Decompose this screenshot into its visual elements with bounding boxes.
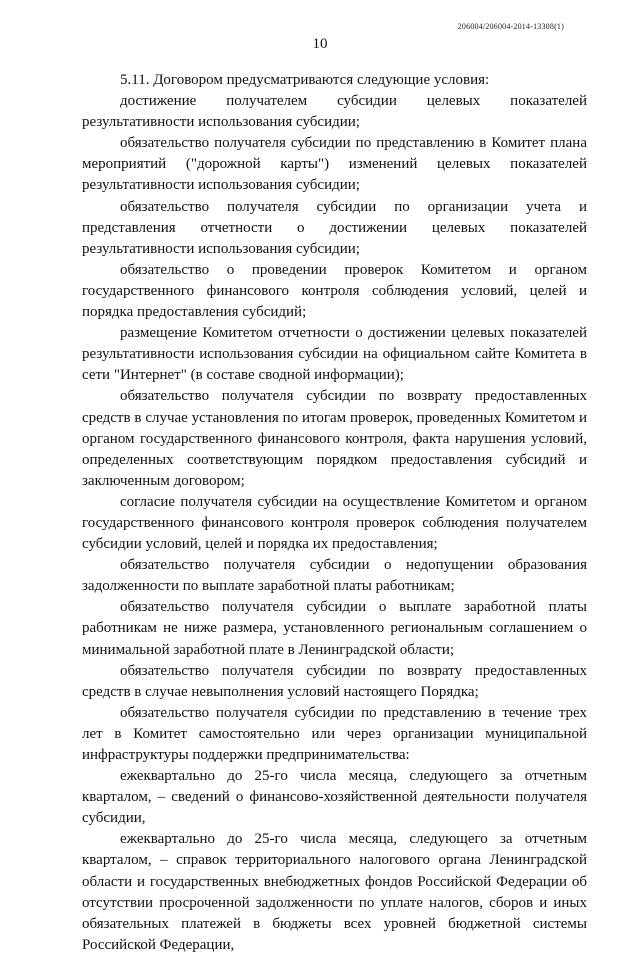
paragraph: обязательство о проведении проверок Комитетом и органом государственного финансового контроля соблюдения условий, целей и порядка предоставления субсидий; (82, 261, 587, 321)
paragraph: достижение получателем субсидии целевых показателей результативности использования субсидии; (82, 93, 587, 131)
document-body (82, 70, 587, 956)
paragraph: обязательство получателя субсидии о выплате заработной платы работникам не ниже размера, установленного региональным соглашением о минимальной заработной плате в Ленинградской области; (82, 599, 587, 658)
paragraph: обязательство получателя субсидии по организации учета и представления отчетности о достижении целевых показателей результативности использования субсидии; (82, 198, 587, 257)
document-id: 206004/206004-2014-13308(1) (457, 22, 564, 31)
section-heading: 5.11. Договором предусматриваются следующие условия: (120, 72, 490, 88)
paragraph: обязательство получателя субсидии по представлению в течение трех лет в Комитет самостоятельно или через организации муниципальной инфраструктуры поддержки предпринимательства: (82, 704, 587, 763)
paragraph: обязательство получателя субсидии по возврату предоставленных средств в случае невыполнения условий настоящего Порядка; (82, 662, 587, 700)
paragraph: ежеквартально до 25-го числа месяца, следующего за отчетным кварталом, – справок территориального налогового органа Ленинградской области и государственных внебюджетных фондов Российской Федерации об отсутствии просроченной задолженности по уплате налогов, сборов и иных обязательных платежей в бюджеты всех уровней бюджетной системы Российской Федерации, (82, 831, 587, 953)
paragraph: ежеквартально до 25-го числа месяца, следующего за отчетным кварталом, – сведений о финансово-хозяйственной деятельности получателя субсидии, (82, 768, 587, 827)
paragraph: согласие получателя субсидии на осуществление Комитетом и органом государственного финансового контроля проверок соблюдения получателем субсидии условий, целей и порядка их предоставления; (82, 493, 587, 553)
paragraph: размещение Комитетом отчетности о достижении целевых показателей результативности использования субсидии на официальном сайте Комитета в сети "Интернет" (в составе сводной информации); (82, 325, 587, 384)
paragraph: обязательство получателя субсидии по возврату предоставленных средств в случае установления по итогам проверок, проведенных Комитетом и органом государственного финансового контроля, факта нарушения условий, определенных соответствующим порядком предоставления субсидий и заключенным договором; (82, 388, 587, 489)
paragraph: обязательство получателя субсидии о недопущении образования задолженности по выплате заработной платы работникам; (82, 557, 587, 595)
page-number: 10 (312, 36, 328, 52)
paragraph: обязательство получателя субсидии по представлению в Комитет плана мероприятий ("дорожной карты") изменений целевых показателей результативности использования субсидии; (82, 135, 587, 194)
